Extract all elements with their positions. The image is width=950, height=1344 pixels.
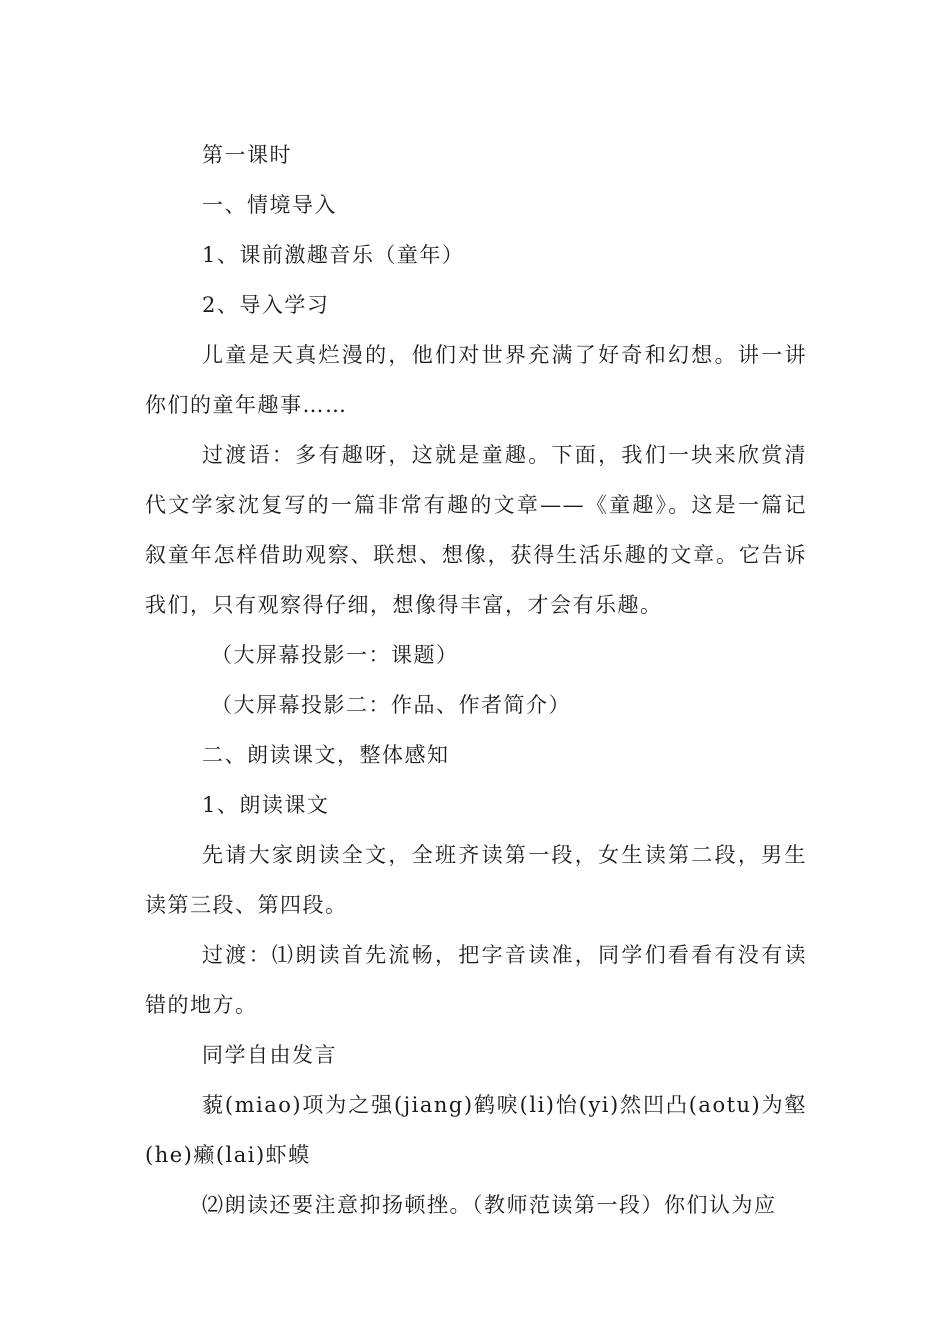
- paragraph-fluency: 过渡：⑴朗读首先流畅，把字音读准，同学们看看有没有读错的地方。: [145, 943, 807, 1017]
- step-read-aloud: 1、朗读课文: [202, 793, 330, 817]
- step-music: 1、课前激趣音乐（童年）: [202, 243, 465, 267]
- lesson-period-heading: 第一课时: [202, 143, 292, 167]
- document-body: [145, 130, 807, 1230]
- paragraph-transition: 过渡语：多有趣呀，这就是童趣。下面，我们一块来欣赏清代文学家沈复写的一篇非常有趣的文章——《童趣》。这是一篇记叙童年怎样借助观察、联想、想像，获得生活乐趣的文章。它告诉我们，只有观察得仔细，想像得丰富，才会有乐趣。: [145, 443, 807, 617]
- paragraph-childhood: 儿童是天真烂漫的，他们对世界充满了好奇和幻想。讲一讲你们的童年趣事……: [145, 343, 807, 417]
- step-intro-learning: 2、导入学习: [202, 293, 330, 317]
- section-heading-intro: 一、情境导入: [202, 193, 337, 217]
- paragraph-free-speech: 同学自由发言: [202, 1043, 337, 1067]
- section-heading-reading: 二、朗读课文，整体感知: [202, 743, 450, 767]
- projection-note-2: （大屏幕投影二：作品、作者简介）: [211, 693, 571, 717]
- paragraph-pronunciation: 藐(miao)项为之强(jiang)鹤唳(li)怡(yi)然凹凸(aotu)为壑(he)癞(lai)虾蟆: [145, 1093, 807, 1167]
- projection-note-1: （大屏幕投影一：课题）: [211, 643, 459, 667]
- paragraph-intonation: ⑵朗读还要注意抑扬顿挫。（教师范读第一段）你们认为应: [202, 1193, 777, 1217]
- paragraph-reading-plan: 先请大家朗读全文，全班齐读第一段，女生读第二段，男生读第三段、第四段。: [145, 843, 807, 917]
